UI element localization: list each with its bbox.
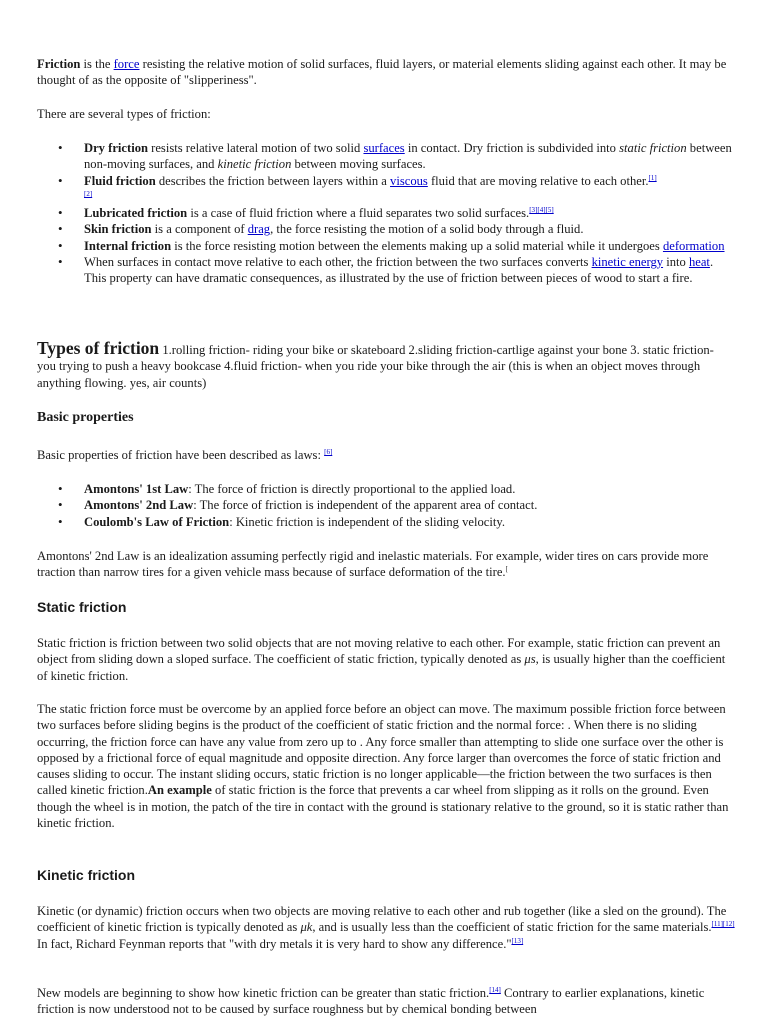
- list-item-internal-friction: • Internal friction is the force resisting motion between the elements making up a solid material while it undergoes deformation: [37, 238, 735, 254]
- citation-fragment: [: [505, 565, 508, 574]
- list-item-energy-conversion: • When surfaces in contact move relative to each other, the friction between the two surfaces converts kinetic energy into heat. This property can have dramatic consequences, as illustrated by the use of friction between pieces of wood to start a fire.: [37, 254, 735, 287]
- amontons-paragraph: Amontons' 2nd Law is an idealization assuming perfectly rigid and inelastic materials. For example, wider tires on cars provide more traction than narrow tires for a given vehicle mass because of surface deformation of the tire.[: [37, 549, 709, 580]
- types-intro-text: There are several types of friction:: [37, 107, 211, 121]
- kinetic-friction-paragraph-2: New models are beginning to show how kinetic friction can be greater than static friction.[14] Contrary to earlier explanations, kinetic friction is now understood not to be caused by surface roughness but by chemical bonding between: [37, 986, 705, 1017]
- list-item-coulomb-law: • Coulomb's Law of Friction: Kinetic friction is independent of the sliding velocity.: [37, 514, 735, 530]
- kinetic-energy-link[interactable]: kinetic energy: [591, 255, 664, 270]
- list-item-lubricated-friction: • Lubricated friction is a case of fluid friction where a fluid separates two solid surfaces.[3][4][5]: [37, 205, 735, 221]
- types-of-friction-text: 1.rolling friction- riding your bike or skateboard 2.sliding friction-cartlige against your bone 3. static friction- you trying to push a heavy bookcase 4.fluid friction- when you ride your bike through the air (this is when an object moves through anything flowing. yes, air counts): [37, 343, 714, 390]
- citation-11-12-link[interactable]: [11][12]: [711, 920, 735, 929]
- list-item-dry-friction: • Dry friction resists relative lateral motion of two solid surfaces in contact. Dry friction is subdivided into static friction between non-moving surfaces, and kinetic friction between moving surfaces.: [37, 140, 735, 173]
- mu-s-symbol: μs: [524, 652, 536, 667]
- types-of-friction-section: [37, 340, 735, 391]
- mu-k-symbol: μk: [300, 920, 313, 935]
- friction-laws-list: [37, 481, 735, 530]
- kinetic-friction-heading: Kinetic friction: [37, 867, 136, 883]
- list-item-amontons-first-law: • Amontons' 1st Law: The force of friction is directly proportional to the applied load.: [37, 481, 735, 497]
- citation-14-link[interactable]: [14]: [489, 986, 501, 994]
- list-item-skin-friction: • Skin friction is a component of drag, the force resisting the motion of a solid body through a fluid.: [37, 221, 735, 237]
- basic-properties-heading: Basic properties: [37, 410, 134, 425]
- surfaces-link[interactable]: surfaces: [363, 141, 405, 155]
- citation-13-link[interactable]: [13]: [511, 936, 524, 945]
- friction-term: Friction: [37, 57, 81, 71]
- kinetic-friction-paragraph-1: Kinetic (or dynamic) friction occurs when two objects are moving relative to each other and rub together (like a sled on the ground). The coefficient of kinetic friction is typically denoted as μk, and is usually less than the coefficient of static friction for the same materials.[11][12] In fact, Richard Feynman reports that "with dry metals it is very hard to show any difference."[13]: [37, 904, 735, 951]
- list-item-fluid-friction: • Fluid friction describes the friction between layers within a viscous fluid that are moving relative to each other.[1] [2]: [37, 173, 735, 206]
- intro-paragraph: Friction is the force resisting the relative motion of solid surfaces, fluid layers, or material elements sliding against each other. It may be thought of as the opposite of "slipperiness".: [37, 57, 727, 88]
- citation-6-link[interactable]: [6]: [324, 448, 333, 456]
- types-of-friction-heading: Types of friction: [37, 338, 160, 358]
- force-link[interactable]: force: [113, 57, 140, 71]
- drag-link[interactable]: drag: [247, 222, 271, 237]
- deformation-link[interactable]: deformation: [662, 238, 725, 253]
- list-item-amontons-second-law: • Amontons' 2nd Law: The force of friction is independent of the apparent area of contact.: [37, 497, 735, 513]
- static-friction-heading: Static friction: [37, 599, 127, 615]
- static-friction-paragraph-2: The static friction force must be overcome by an applied force before an object can move. The maximum possible friction force between two surfaces before sliding begins is the product of the coefficient of static friction and the normal force: . When there is no sliding occurring, the friction force can have any value from zero up to . Any force smaller than attempting to slide one surface over the other is opposed by a frictional force of equal magnitude and opposite direction. Any force larger than overcomes the force of static friction and causes sliding to occur. The instant sliding occurs, static friction is no longer applicable—the friction between the two surfaces is then called kinetic friction.An example of static friction is the force that prevents a car wheel from slipping as it rolls on the ground. Even though the wheel is in motion, the patch of the tire in contact with the ground is stationary relative to the ground, so it is static rather than kinetic friction.: [37, 702, 729, 831]
- citation-3-5-link[interactable]: [3][4][5]: [529, 206, 554, 215]
- laws-intro-paragraph: Basic properties of friction have been described as laws: [6]: [37, 448, 333, 462]
- citation-2-link[interactable]: [2]: [84, 189, 93, 198]
- heat-link[interactable]: heat: [688, 255, 710, 270]
- static-friction-paragraph-1: Static friction is friction between two solid objects that are not moving relative to each other. For example, static friction can prevent an object from sliding down a sloped surface. The coefficient of static friction, typically denoted as μs, is usually higher than the coefficient of kinetic friction.: [37, 636, 726, 683]
- viscous-link[interactable]: viscous: [390, 173, 428, 188]
- friction-types-list: [37, 140, 735, 287]
- citation-1-link[interactable]: [1]: [648, 173, 657, 182]
